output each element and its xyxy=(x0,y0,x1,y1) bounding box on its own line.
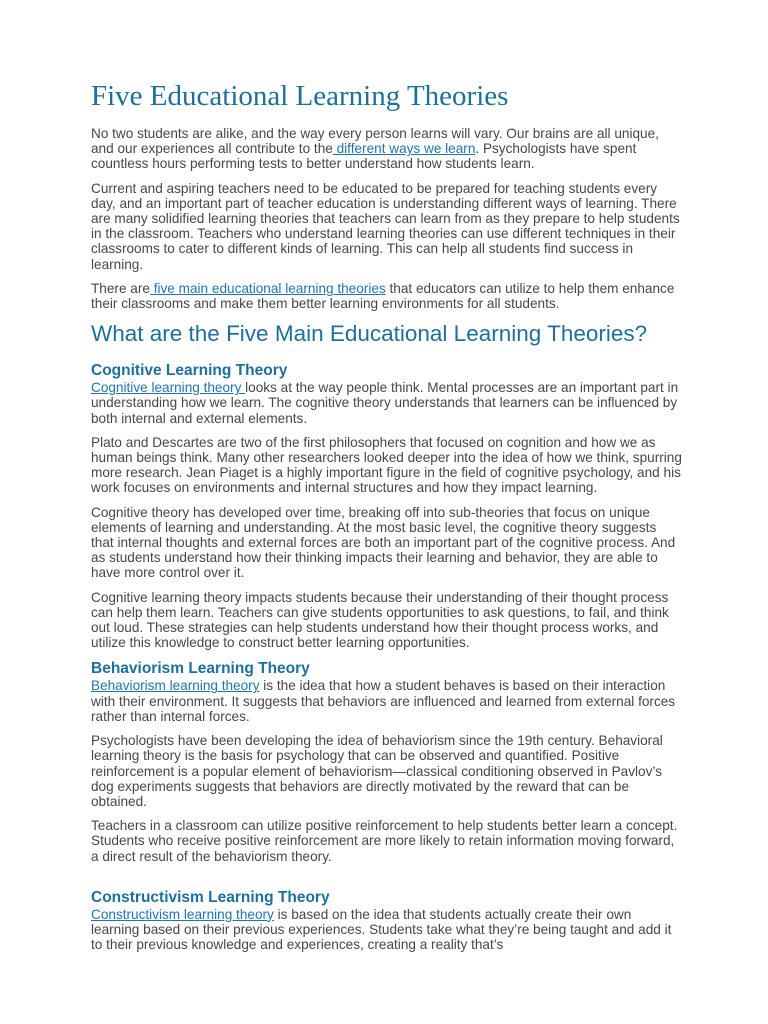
page-title: Five Educational Learning Theories xyxy=(91,80,509,112)
intro-paragraph-1 xyxy=(91,126,682,172)
cognitive-paragraph-4: Cognitive learning theory impacts students because their understanding of their thought process can help them learn. Teachers can give students opportunities to ask questions, to fail, and think out loud. These strategies can help students understand how their thought process works, and utilize this knowledge to construct better learning opportunities. xyxy=(91,589,669,651)
constructivism-learning-theory-link[interactable]: Constructivism learning theory xyxy=(91,906,274,922)
constructivism-heading: Constructivism Learning Theory xyxy=(91,888,330,906)
intro-p3-text: There are xyxy=(91,280,150,296)
cognitive-paragraph-3: Cognitive theory has developed over time, breaking off into sub-theories that focus on unique elements of learning and understanding. At the most basic level, the cognitive theory suggests that internal thoughts and external forces are both an important part of the cognitive process. And as students understand how their thinking impacts their learning and behavior, they are able to have more control over it. xyxy=(91,504,676,581)
behaviorism-paragraph-2: Psychologists have been developing the idea of behaviorism since the 19th century. Behavioral learning theory is the basis for psychology that can be observed and quantified. Positive reinforcement is a popular element of behaviorism—classical conditioning observed in Pavlov’s dog experiments suggests that behaviors are directly motivated by the reward that can be obtained. xyxy=(91,733,663,809)
constructivism-p1-text: is based on the idea that students actually create their own learning based on their previous experiences. Students take what they’re being taught and add it to their previous knowledge and experiences, creating a reality that’s xyxy=(91,906,672,953)
cognitive-paragraph-2: Plato and Descartes are two of the first philosophers that focused on cognition and how we as human beings think. Many other researchers looked deeper into the idea of how we think, spurring more research. Jean Piaget is a highly important figure in the field of cognitive psychology, and his work focuses on environments and internal structures and how they impact learning. xyxy=(91,434,682,496)
behaviorism-heading: Behaviorism Learning Theory xyxy=(91,660,310,678)
intro-paragraph-3 xyxy=(91,281,682,311)
section-heading: What are the Five Main Educational Learning Theories? xyxy=(91,321,648,347)
constructivism-paragraph-1 xyxy=(91,907,682,953)
cognitive-paragraph-1 xyxy=(91,380,682,426)
behaviorism-paragraph-1 xyxy=(91,678,682,724)
intro-p1-text: No two students are alike, and the way every person learns will vary. Our brains are all unique, and our experiences all contribute to the xyxy=(91,126,659,157)
cognitive-p1-text: looks at the way people think. Mental processes are an important part in understanding how we learn. The cognitive theory understands that learners can be influenced by both internal and external elements. xyxy=(91,380,679,426)
intro-paragraph-2: Current and aspiring teachers need to be educated to be prepared for teaching students every day, and an important part of teacher education is understanding different ways of learning. There are many solidified learning theories that teachers can learn from as they prepare to help students in the classroom. Teachers who understand learning theories can use different techniques in their classrooms to cater to different kinds of learning. This can help all students find success in learning. xyxy=(91,180,680,272)
behaviorism-learning-theory-link[interactable]: Behaviorism learning theory xyxy=(91,678,260,694)
cognitive-heading: Cognitive Learning Theory xyxy=(91,362,288,380)
five-main-theories-link[interactable]: five main educational learning theories xyxy=(149,280,386,296)
cognitive-learning-theory-link[interactable]: Cognitive learning theory xyxy=(91,380,246,396)
intro-p3-text-end: that educators can utilize to help them enhance their classrooms and make them better learning environments for all students. xyxy=(91,280,675,312)
different-ways-we-learn-link[interactable]: different ways we learn xyxy=(332,141,476,157)
behaviorism-paragraph-3: Teachers in a classroom can utilize positive reinforcement to help students better learn a concept. Students who receive positive reinforcement are more likely to retain information moving forward, a direct result of the behaviorism theory. xyxy=(91,818,678,864)
intro-p1-text-end: . Psychologists have spent countless hours performing tests to better understand how students learn. xyxy=(91,141,637,172)
behaviorism-p1-text: is the idea that how a student behaves is based on their interaction with their environment. It suggests that behaviors are influenced and learned from external forces rather than internal forces. xyxy=(91,678,676,724)
